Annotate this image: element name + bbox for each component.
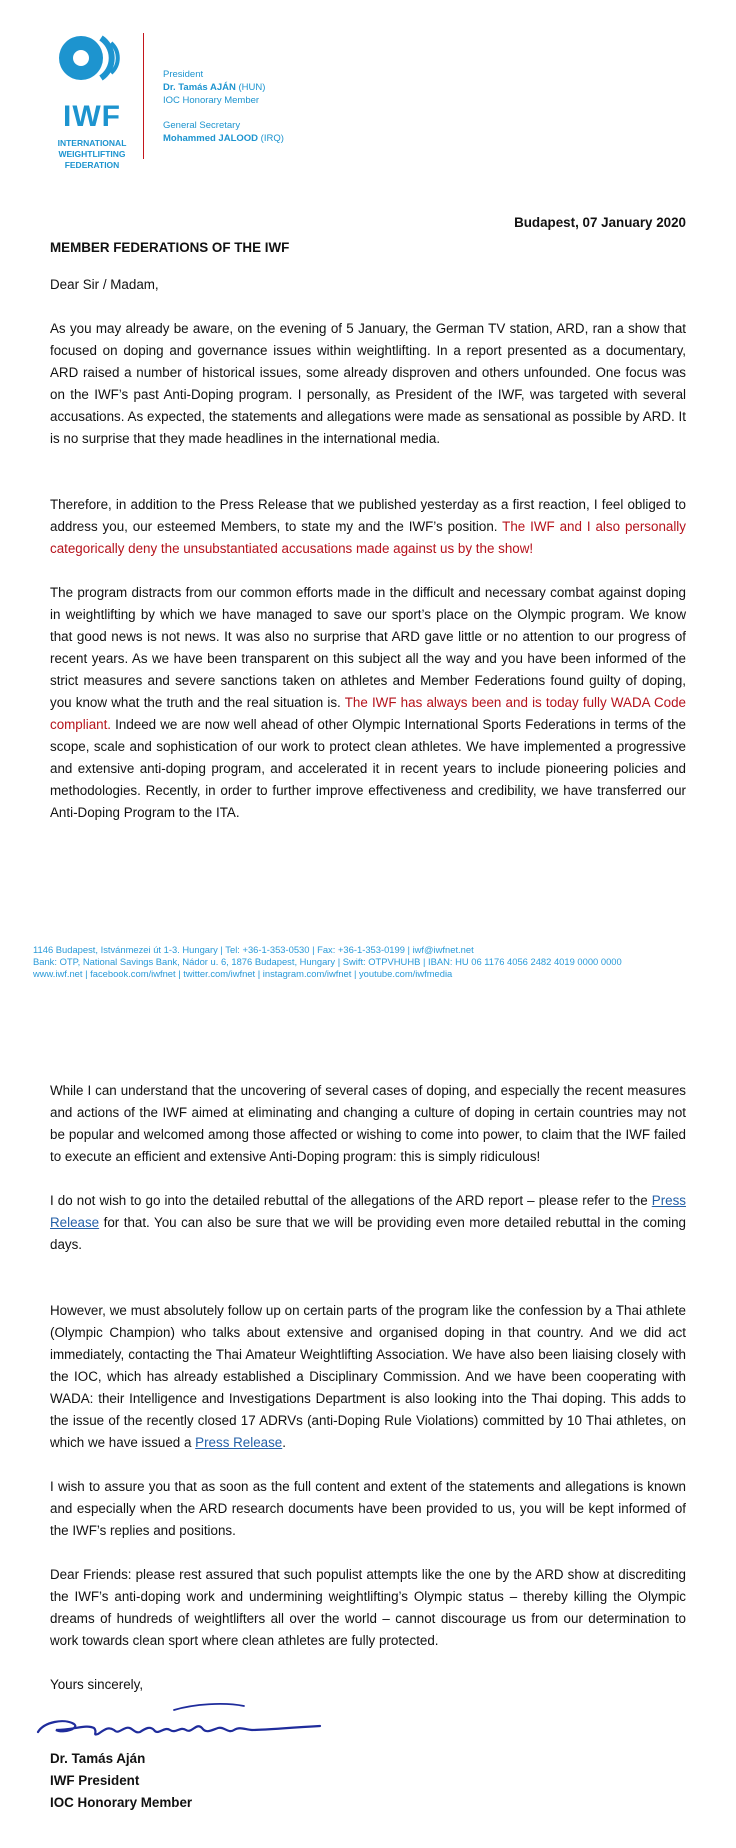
footer-bank: Bank: OTP, National Savings Bank, Nádor u. 6, 1876 Budapest, Hungary | Swift: OTPVHUHB | IBAN: HU 06 1176 4056 2482 4019 0000 0000 <box>33 956 622 967</box>
letter-recipient: MEMBER FEDERATIONS OF THE IWF <box>50 240 290 255</box>
secretary-title: General Secretary <box>163 120 241 131</box>
footer-web: www.iwf.net | facebook.com/iwfnet | twitter.com/iwfnet | instagram.com/iwfnet | youtube.com/iwfmedia <box>33 968 453 979</box>
letter-date: Budapest, 07 January 2020 <box>514 215 686 230</box>
paragraph-5: I do not wish to go into the detailed rebuttal of the allegations of the ARD report – please refer to the Press Release for that. You can also be sure that we will be providing even more detailed rebuttal in the coming days. <box>50 1193 686 1252</box>
press-release-link-1[interactable]: Press Release <box>50 1193 686 1230</box>
paragraph-3: The program distracts from our common efforts made in the difficult and necessary combat against doping in weightlifting by which we have managed to save our sport’s place on the Olympic program. We know that good news is not news. It was also no surprise that ARD gave little or no attention to our progress of recent years. As we have been transparent on this subject all the way and you have been informed of the strict measures and severe sanctions taken on athletes and Member Federations found guilty of doping, you know what the truth and the real situation is. The IWF has always been and is today fully WADA Code compliant. Indeed we are now well ahead of other Olympic International Sports Federations in terms of the scope, scale and sophistication of our work to protect clean athletes. We have implemented a progressive and extensive anti-doping program, and accelerated it in recent years to include pioneering policies and methodologies. Recently, in order to further improve effectiveness and credibility, we have transferred our Anti-Doping Program to the ITA. <box>50 585 686 820</box>
president-role: IOC Honorary Member <box>163 95 260 106</box>
president-title: President <box>163 69 204 80</box>
paragraph-2-highlight: The IWF and I also personally categorically deny the unsubstantiated accusations made against us by the show! <box>50 519 686 556</box>
paragraph-8: Dear Friends: please rest assured that such populist attempts like the one by the ARD show at discrediting the IWF’s anti-doping work and undermining weightlifting’s Olympic status – thereby killing the Olympic dreams of hundreds of weightlifters all over the world – cannot discourage us from our determination to work towards clean sport where clean athletes are fully protected. <box>50 1567 686 1648</box>
signer-title-1: IWF President <box>50 1773 140 1788</box>
footer-address: 1146 Budapest, Istvánmezei út 1-3. Hungary | Tel: +36-1-353-0530 | Fax: +36-1-353-0199 | iwf@iwfnet.net <box>33 944 474 955</box>
iwf-logo <box>47 30 137 170</box>
paragraph-1: As you may already be aware, on the evening of 5 January, the German TV station, ARD, ran a show that focused on doping and governance issues within weightlifting. In a report presented as a documentary, ARD raised a number of historical issues, some already disproven and others unfounded. One focus was on the IWF’s past Anti-Doping program. I personally, as President of the IWF, was targeted with several accusations. As expected, the statements and allegations were made as sensational as possible by ARD. It is no surprise that they made headlines in the international media. <box>50 321 686 446</box>
press-release-link-2[interactable]: Press Release <box>195 1435 283 1450</box>
paragraph-4: While I can understand that the uncovering of several cases of doping, and especially the recent measures and actions of the IWF aimed at eliminating and changing a culture of doping in certain countries may not be popular and welcomed among those affected or wishing to come into power, to claim that the IWF failed to execute an efficient and extensive Anti-Doping program: this is simply ridiculous! <box>50 1083 686 1164</box>
logo-subtitle: INTERNATIONAL WEIGHTLIFTING FEDERATION <box>57 138 127 170</box>
president-name-row: Dr. Tamás AJÁN (HUN) <box>163 82 266 93</box>
closing: Yours sincerely, <box>50 1677 144 1692</box>
logo-wordmark: IWF <box>63 100 121 133</box>
paragraph-7: I wish to assure you that as soon as the full content and extent of the statements and allegations is known and especially when the ARD research documents have been provided to us, you will be kept informed of the IWF’s replies and positions. <box>50 1479 686 1538</box>
signer-name: Dr. Tamás Aján <box>50 1751 146 1766</box>
handwritten-signature <box>34 1700 324 1750</box>
paragraph-2: Therefore, in addition to the Press Release that we published yesterday as a first reaction, I feel obliged to address you, our esteemed Members, to state my and the IWF’s position. The IWF and I also personally categorically deny the unsubstantiated accusations made against us by the show! <box>50 497 686 556</box>
paragraph-6: However, we must absolutely follow up on certain parts of the program like the confession by a Thai athlete (Olympic Champion) who talks about extensive and organised doping in that country. And we did act immediately, contacting the Thai Amateur Weightlifting Association. We have also been liaising closely with the IOC, which has already established a Disciplinary Commission. And we have been cooperating with WADA: their Intelligence and Investigations Department is also looking into the Thai doping. This adds to the issue of the recently closed 17 ADRVs (anti-Doping Rule Violations) committed by 10 Thai athletes, on which we have issued a Press Release. <box>50 1303 686 1450</box>
salutation: Dear Sir / Madam, <box>50 277 159 292</box>
letterhead-divider <box>143 33 144 159</box>
iwf-rings-icon <box>57 30 127 90</box>
letterhead-footer <box>33 944 622 980</box>
signature-block <box>50 1748 192 1814</box>
officials-block <box>163 68 284 145</box>
paragraph-3-highlight: The IWF has always been and is today fully WADA Code compliant. <box>50 695 686 732</box>
secretary-name-row: Mohammed JALOOD (IRQ) <box>163 133 284 144</box>
signer-title-2: IOC Honorary Member <box>50 1795 193 1810</box>
